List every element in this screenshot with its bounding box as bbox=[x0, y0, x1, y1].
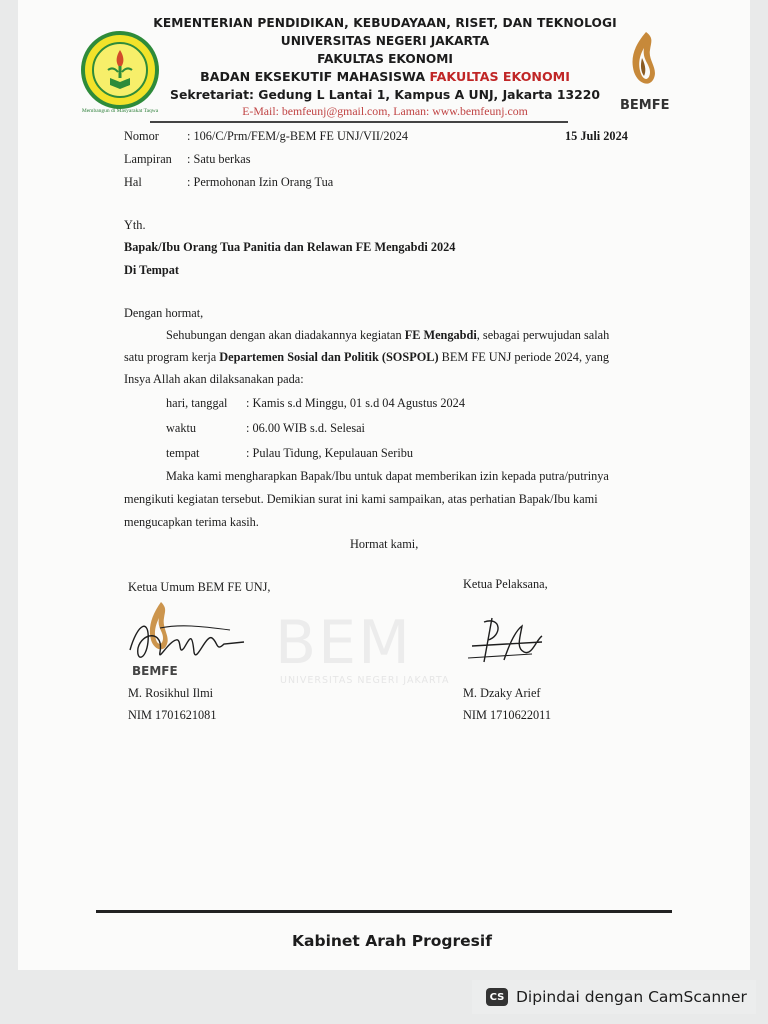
camscanner-text: Dipindai dengan CamScanner bbox=[516, 988, 747, 1006]
p1-event-name: FE Mengabdi bbox=[404, 328, 477, 342]
letterhead-contact: E-Mail: bemfeunj@gmail.com, Laman: www.bemfeunj.com bbox=[242, 104, 528, 118]
letterhead-organization-faculty: FAKULTAS EKONOMI bbox=[429, 69, 570, 84]
recipient-name: Bapak/Ibu Orang Tua Panitia dan Relawan FE Mengabdi 2024 bbox=[124, 240, 456, 254]
letterhead-organization-main: BADAN EKSEKUTIF MAHASISWA bbox=[200, 69, 430, 84]
paragraph-1-line-2 bbox=[124, 350, 609, 365]
unj-logo-caption: Membangun di Masyarakat Taqwa bbox=[81, 108, 159, 114]
p1-text-d: satu program kerja bbox=[124, 350, 220, 364]
yth: Yth. bbox=[124, 218, 146, 232]
left-signer-nim: NIM 1701621081 bbox=[128, 708, 217, 722]
left-stamp-text: BEMFE bbox=[132, 664, 178, 678]
bemfe-logo-text: BEMFE bbox=[620, 98, 670, 113]
letterhead-university: UNIVERSITAS NEGERI JAKARTA bbox=[280, 34, 490, 48]
greeting: Dengan hormat, bbox=[124, 306, 204, 320]
letterhead-organization bbox=[150, 69, 620, 84]
hal-label: Hal bbox=[124, 175, 142, 189]
paragraph-2-line-2: mengikuti kegiatan tersebut. Demikian surat ini kami sampaikan, atas perhatian Bapak/Ibu kami bbox=[124, 492, 598, 506]
left-signature bbox=[120, 612, 260, 672]
unj-logo bbox=[80, 30, 160, 110]
camscanner-logo-icon: CS bbox=[486, 988, 508, 1006]
p1-text-f: BEM FE UNJ periode 2024, yang bbox=[438, 350, 610, 364]
recipient-place: Di Tempat bbox=[124, 263, 180, 277]
letterhead-faculty: FAKULTAS EKONOMI bbox=[317, 52, 453, 66]
p1-text-a: Sehubungan dengan akan diadakannya kegiatan bbox=[166, 328, 405, 342]
camscanner-badge bbox=[472, 980, 756, 1014]
detail-tempat-value: : Pulau Tidung, Kepulauan Seribu bbox=[246, 446, 414, 460]
letterhead-address: Sekretariat: Gedung L Lantai 1, Kampus A UNJ, Jakarta 13220 bbox=[170, 87, 600, 102]
letter-page bbox=[18, 0, 750, 970]
letterhead-divider bbox=[150, 121, 568, 123]
closing: Hormat kami, bbox=[350, 537, 419, 551]
nomor-label: Nomor bbox=[124, 129, 159, 143]
lampiran-label: Lampiran bbox=[124, 152, 172, 166]
bemfe-logo bbox=[620, 28, 670, 104]
detail-tempat-label: tempat bbox=[166, 446, 200, 460]
detail-waktu-label: waktu bbox=[166, 421, 197, 435]
letterhead-ministry: KEMENTERIAN PENDIDIKAN, KEBUDAYAAN, RISET, DAN TEKNOLOGI bbox=[153, 16, 617, 30]
letter-date: 15 Juli 2024 bbox=[565, 129, 628, 143]
detail-hari-value: : Kamis s.d Minggu, 01 s.d 04 Agustus 2024 bbox=[246, 396, 465, 410]
right-signature bbox=[462, 612, 552, 672]
paragraph-1-line-3: Insya Allah akan dilaksanakan pada: bbox=[124, 372, 304, 386]
right-signer-nim: NIM 1710622011 bbox=[463, 708, 552, 722]
right-signer-title: Ketua Pelaksana, bbox=[463, 577, 548, 591]
detail-waktu-value: : 06.00 WIB s.d. Selesai bbox=[246, 421, 365, 435]
detail-hari-label: hari, tanggal bbox=[166, 396, 228, 410]
footer-divider bbox=[96, 910, 672, 913]
bem-watermark-subtitle: UNIVERSITAS NEGERI JAKARTA bbox=[280, 675, 450, 686]
left-signer-name: M. Rosikhul Ilmi bbox=[128, 686, 214, 700]
nomor-value: : 106/C/Prm/FEM/g-BEM FE UNJ/VII/2024 bbox=[187, 129, 409, 143]
lampiran-value: : Satu berkas bbox=[187, 152, 251, 166]
right-signer-name: M. Dzaky Arief bbox=[463, 686, 541, 700]
hal-value: : Permohonan Izin Orang Tua bbox=[187, 175, 334, 189]
paragraph-1-line-1 bbox=[166, 328, 609, 343]
paragraph-2-line-1: Maka kami mengharapkan Bapak/Ibu untuk dapat memberikan izin kepada putra/putrinya bbox=[166, 469, 609, 483]
p1-text-c: , sebagai perwujudan salah bbox=[476, 328, 610, 342]
bem-watermark: BEM bbox=[275, 608, 412, 678]
paragraph-2-line-3: mengucapkan terima kasih. bbox=[124, 515, 259, 529]
left-signer-title: Ketua Umum BEM FE UNJ, bbox=[128, 580, 271, 594]
cabinet-name: Kabinet Arah Progresif bbox=[292, 932, 492, 950]
p1-department: Departemen Sosial dan Politik (SOSPOL) bbox=[219, 350, 439, 364]
